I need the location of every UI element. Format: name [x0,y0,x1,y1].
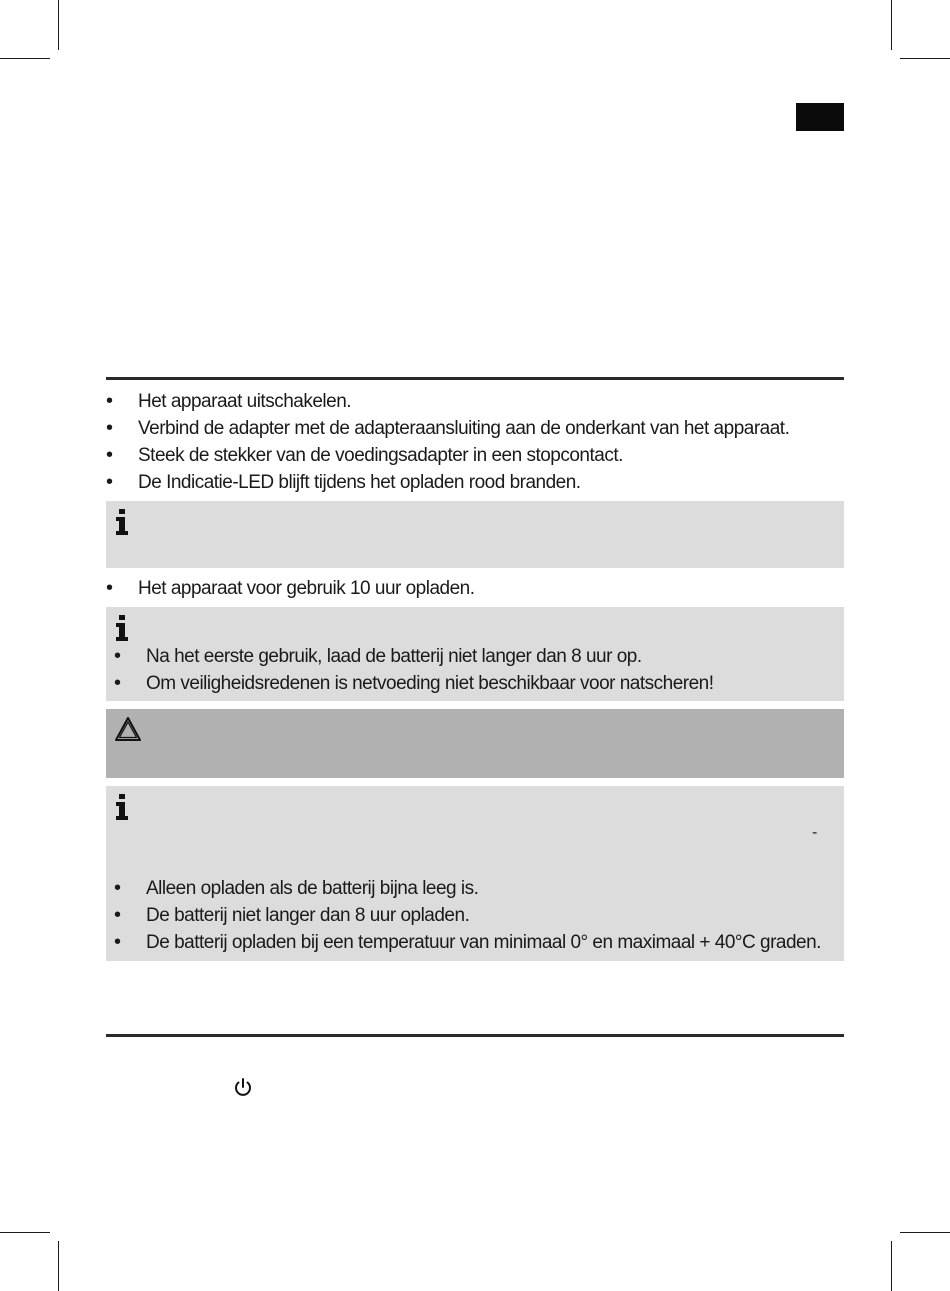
info-text: Om veiligheidsredenen is netvoeding niet beschikbaar voor natscheren! [146,673,714,694]
crop-mark [0,1232,50,1233]
step-text: De Indicatie-LED blijft tijdens het opladen rood branden. [138,472,581,493]
info-text: Na het eerste gebruik, laad de batterij niet langer dan 8 uur op. [146,646,642,667]
info-box: • Na het eerste gebruik, laad de batterij niet langer dan 8 uur op. • Om veiligheidsredenen is netvoeding niet beschikbaar voor natscheren! [106,607,844,701]
section-rule [106,1034,844,1037]
info-text: De batterij niet langer dan 8 uur opladen. [146,905,470,926]
warning-triangle-icon [114,715,142,743]
step-text: Verbind de adapter met de adapteraansluiting aan de onderkant van het apparaat. [138,418,790,439]
info-icon [115,615,129,641]
crop-mark [900,58,950,59]
language-tab [796,103,844,131]
power-icon [232,1077,254,1099]
hyphen-mark: - [812,824,818,841]
info-box: - • Alleen opladen als de batterij bijna leeg is. • De batterij niet langer dan 8 uur opladen. • De batterij opladen bij een temperatuur van minimaal 0° en maximaal + 40°C graden. [106,786,844,961]
info-box [106,501,844,568]
section-rule [106,377,844,380]
step-text: Steek de stekker van de voedingsadapter in een stopcontact. [138,445,623,466]
crop-mark [900,1232,950,1233]
step-text: Het apparaat uitschakelen. [138,391,352,412]
info-text: De batterij opladen bij een temperatuur van minimaal 0° en maximaal + 40°C graden. [146,932,821,953]
step-text: Het apparaat voor gebruik 10 uur opladen. [138,578,475,599]
warning-box [106,709,844,778]
crop-mark [58,0,59,50]
info-text: Alleen opladen als de batterij bijna leeg is. [146,878,479,899]
crop-mark [0,58,50,59]
crop-mark [891,0,892,50]
crop-mark [891,1241,892,1291]
info-icon [115,509,129,535]
info-icon [115,794,129,820]
crop-mark [58,1241,59,1291]
